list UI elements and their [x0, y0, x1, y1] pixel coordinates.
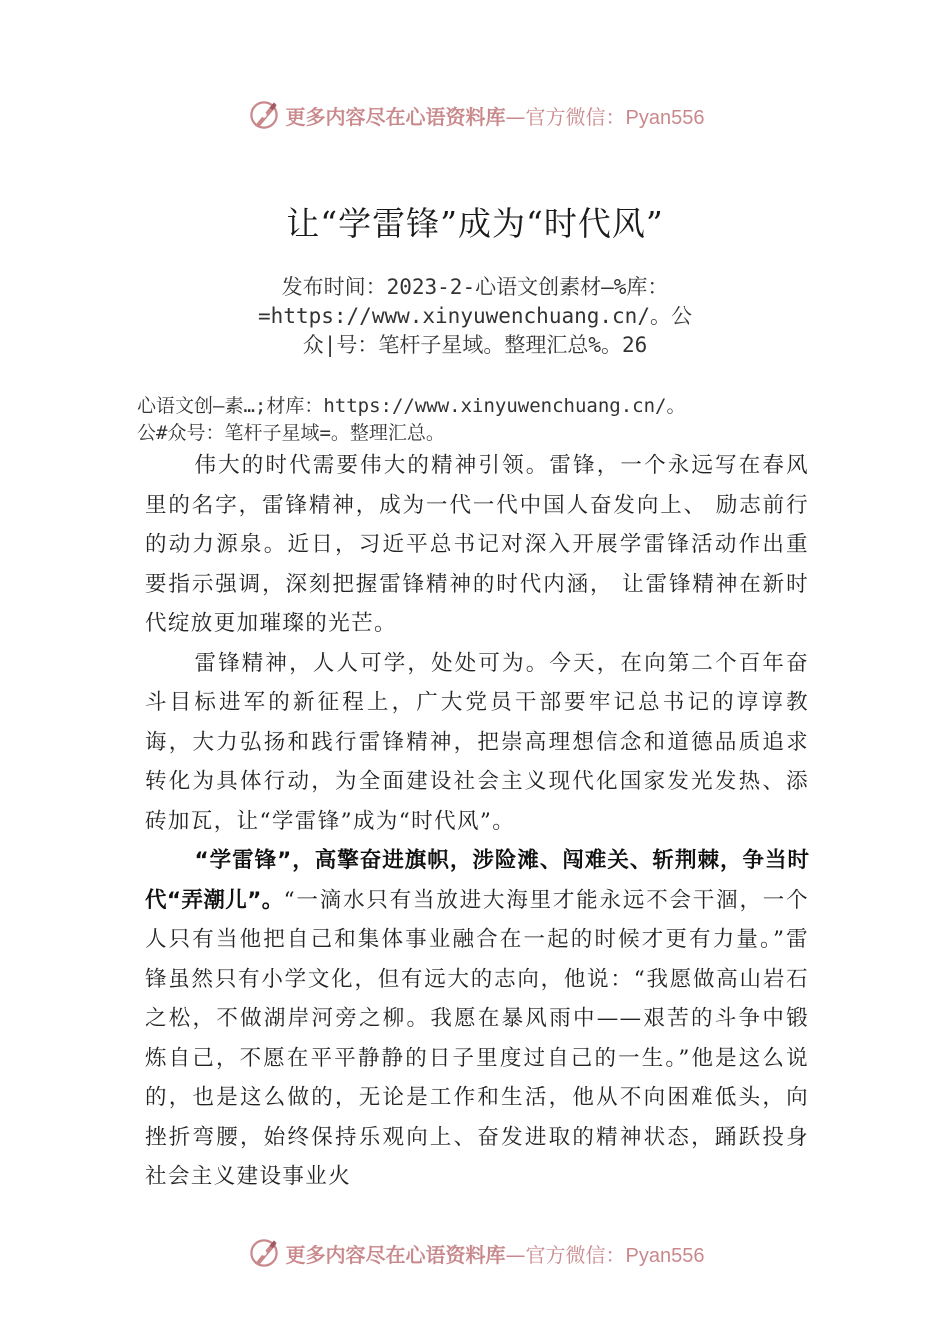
- banner-separator: —官方微信：: [505, 104, 626, 129]
- banner-text: [286, 1239, 705, 1268]
- banner-wechat-id: Pyan556: [625, 1244, 705, 1267]
- section-body: “一滴水只有当放进大海里才能永远不会干涸，一个人只有当他把自己和集体事业融合在一起的时候才更有力量。”雷锋虽然只有小学文化，但有远大的志向，他说：“我愿做高山岩石之松，不做湖岸河旁之柳。我愿在暴风雨中——艰苦的斗争中锻炼自己，不愿在平平静静的日子里度过自己的一生。”他是这么说的，也是这么做的，无论是工作和生活，他从不向困难低头，向挫折弯腰，始终保持乐观向上、奋发进取的精神状态，踊跃投身社会主义建设事业火: [145, 887, 809, 1189]
- body-paragraph: 雷锋精神，人人可学，处处可为。今天，在向第二个百年奋斗目标进军的新征程上，广大党员干部要牢记总书记的谆谆教诲，大力弘扬和践行雷锋精神，把崇高理想信念和道德品质追求转化为具体行动，为全面建设社会主义现代化国家发光发热、添砖加瓦，让“学雷锋”成为“时代风”。: [145, 650, 809, 834]
- meta-line: =https://www.xinyuwenchuang.cn/。公: [258, 304, 692, 328]
- article-meta: [0, 273, 950, 360]
- section-heading: “学雷锋”，高擎奋进旗帜，涉险滩、闯难关、斩荆棘，争当时代“弄潮儿”。: [145, 848, 809, 913]
- banner-text: [286, 101, 705, 130]
- footer-banner: [0, 1231, 950, 1275]
- body-paragraph: 伟大的时代需要伟大的精神引领。雷锋，一个永远写在春风里的名字，雷锋精神，成为一代一代中国人奋发向上、 励志前行的动力源泉。近日，习近平总书记对深入开展学雷锋活动作出重要指示强调，深刻把握雷锋精神的时代内涵， 让雷锋精神在新时代绽放更加璀璨的光芒。: [145, 453, 809, 636]
- banner-brand: 更多内容尽在心语资料库: [285, 104, 506, 129]
- article-body: [145, 446, 809, 1197]
- banner-separator: —官方微信：: [505, 1242, 626, 1267]
- pen-logo-icon: [246, 1235, 282, 1271]
- banner-brand: 更多内容尽在心语资料库: [285, 1242, 506, 1267]
- article-title: 让“学雷锋”成为“时代风”: [286, 204, 664, 243]
- meta-line: 发布时间：2023-2-心语文创素材—%库：: [281, 275, 669, 299]
- pen-logo-icon: [246, 97, 282, 133]
- source-line: 心语文创—素…;材库：https://www.xinyuwenchuang.cn/。: [137, 395, 686, 417]
- meta-line: 众|号：笔杆子星域。整理汇总%。26: [302, 333, 648, 357]
- banner-wechat-id: Pyan556: [625, 106, 705, 129]
- header-banner: [0, 93, 950, 137]
- source-note: [137, 393, 837, 447]
- section-paragraph: [145, 841, 809, 1197]
- source-line: 公#众号：笔杆子星域=。整理汇总。: [137, 422, 445, 444]
